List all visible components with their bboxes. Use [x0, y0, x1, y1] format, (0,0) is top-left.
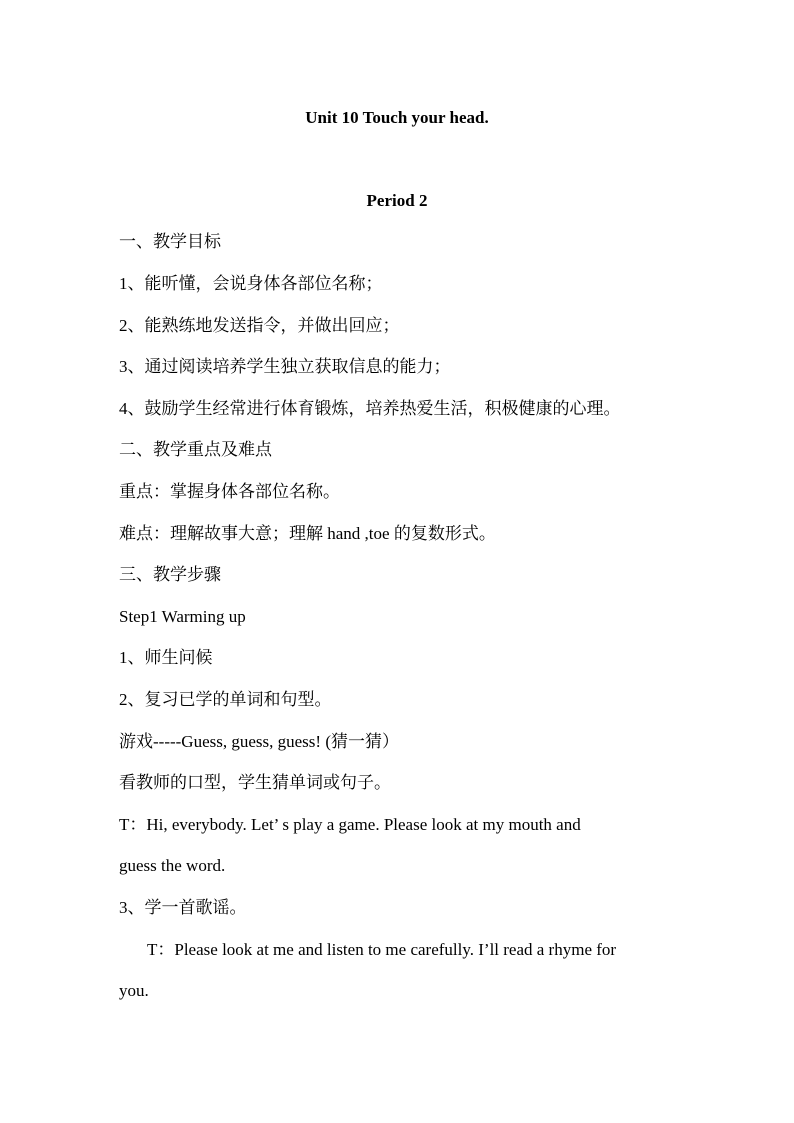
step-item: 2、复习已学的单词和句型。 — [119, 690, 332, 709]
teacher-dialogue-line: T：Hi, everybody. Let’ s play a game. Please look at my mouth and — [119, 815, 581, 834]
section-heading-key-points: 二、教学重点及难点 — [119, 440, 272, 459]
objective-item: 2、能熟练地发送指令，并做出回应； — [119, 316, 400, 335]
game-line: 游戏-----Guess, guess, guess! (猜一猜） — [119, 732, 399, 751]
document-title: Unit 10 Touch your head. — [305, 108, 489, 127]
objective-item: 3、通过阅读培养学生独立获取信息的能力； — [119, 357, 451, 376]
section-heading-steps: 三、教学步骤 — [119, 565, 221, 584]
section-heading-objectives: 一、教学目标 — [119, 232, 221, 251]
objective-item: 4、鼓励学生经常进行体育锻炼，培养热爱生活，积极健康的心理。 — [119, 399, 621, 418]
key-point-text: 重点：掌握身体各部位名称。 — [119, 482, 340, 501]
document-subtitle: Period 2 — [366, 191, 428, 210]
teacher-dialogue-line: you. — [119, 981, 149, 1000]
step-item: 3、学一首歌谣。 — [119, 898, 247, 917]
instruction-line: 看教师的口型，学生猜单词或句子。 — [119, 773, 391, 792]
step-heading: Step1 Warming up — [119, 607, 246, 626]
objective-item: 1、能听懂，会说身体各部位名称； — [119, 274, 383, 293]
difficult-point-text: 难点：理解故事大意；理解 hand ,toe 的复数形式。 — [119, 524, 496, 543]
step-item: 1、师生问候 — [119, 648, 213, 667]
teacher-dialogue-line: T：Please look at me and listen to me carefully. I’ll read a rhyme for — [147, 940, 617, 959]
teacher-dialogue-line: guess the word. — [119, 856, 226, 875]
